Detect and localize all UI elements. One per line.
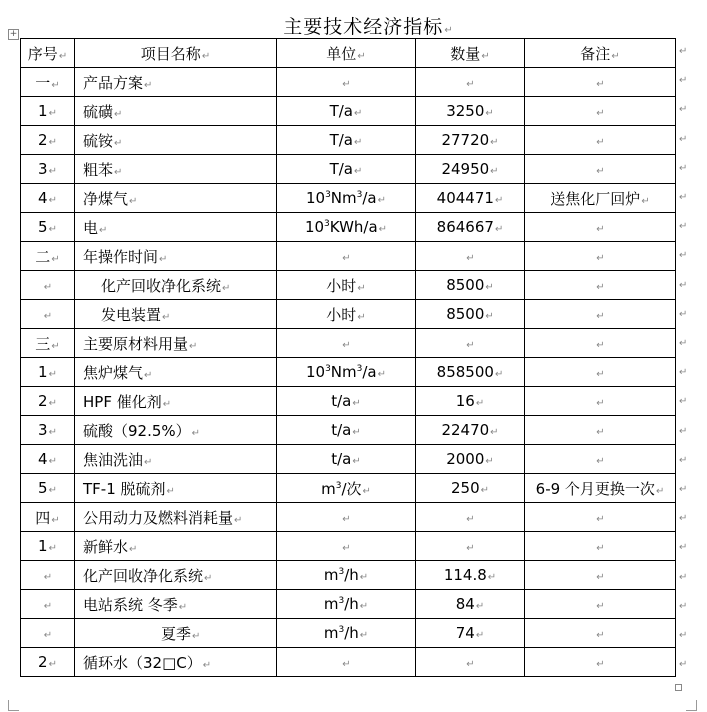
cell-no: ↵: [21, 271, 75, 300]
cell-no: 2↵: [21, 387, 75, 416]
cell-qty: 3250↵: [416, 97, 525, 126]
row-end-mark: ↵: [679, 221, 688, 233]
cell-qty: 8500↵: [416, 271, 525, 300]
table-row: [21, 242, 676, 271]
row-end-mark: ↵: [679, 192, 688, 203]
cell-note: ↵: [525, 445, 676, 474]
table-resize-handle-icon[interactable]: [675, 684, 682, 691]
table-row: [21, 300, 676, 329]
cell-unit: T/a↵: [277, 155, 416, 184]
row-end-mark: ↵: [679, 454, 688, 466]
cell-no: 三↵: [21, 329, 75, 358]
table-row: [21, 648, 676, 677]
table-row: [21, 590, 676, 619]
header-cell-no: 序号↵: [21, 39, 75, 68]
cell-note: ↵: [525, 126, 676, 155]
cell-qty: ↵: [416, 503, 525, 532]
table-header-row: [21, 39, 676, 68]
cell-unit: T/a↵: [277, 126, 416, 155]
header-cell-qty: 数量↵: [416, 39, 525, 68]
cell-no: 一↵: [21, 68, 75, 97]
cell-note: 6-9 个月更换一次↵: [525, 474, 676, 503]
row-end-mark: ↵: [679, 162, 688, 174]
cell-name: 粗苯↵: [75, 155, 277, 184]
cell-unit: $m^3/h↵$: [277, 590, 416, 619]
cell-note: ↵: [525, 213, 676, 242]
cell-name: 净煤气↵: [75, 184, 277, 213]
cell-unit: ↵: [277, 68, 416, 97]
cell-note: ↵: [525, 242, 676, 271]
row-end-mark: ↵: [679, 75, 688, 87]
row-end-mark: ↵: [679, 630, 688, 641]
table-row: [21, 445, 676, 474]
cell-name: 焦炉煤气↵: [75, 358, 277, 387]
row-end-mark: ↵: [679, 425, 688, 437]
table-row: [21, 155, 676, 184]
cell-qty: 74↵: [416, 619, 525, 648]
cell-name: 产品方案↵: [75, 68, 277, 97]
table-row: [21, 532, 676, 561]
cell-unit: ↵: [277, 648, 416, 677]
cell-qty: 16↵: [416, 387, 525, 416]
table-row: [21, 358, 676, 387]
header-cell-name: 项目名称↵: [75, 39, 277, 68]
cell-note: ↵: [525, 358, 676, 387]
cell-qty: 250↵: [416, 474, 525, 503]
cell-note: ↵: [525, 619, 676, 648]
cell-note: 送焦化厂回炉↵: [525, 184, 676, 213]
row-end-mark: ↵: [679, 600, 688, 612]
page-corner-mark: [686, 700, 697, 711]
page-title: 主要技术经济指标↵: [283, 16, 454, 38]
row-end-mark: ↵: [679, 484, 688, 495]
cell-note: ↵: [525, 416, 676, 445]
table-move-handle-icon[interactable]: +: [9, 29, 18, 39]
row-end-mark: ↵: [679, 396, 688, 408]
cell-no: 2↵: [21, 648, 75, 677]
cell-unit: 小时↵: [277, 300, 416, 329]
row-end-mark: ↵: [679, 338, 688, 349]
cell-name: 电↵: [75, 213, 277, 242]
cell-note: ↵: [525, 590, 676, 619]
table-row: [21, 97, 676, 126]
cell-unit: ↵: [277, 242, 416, 271]
cell-unit: ↵: [277, 532, 416, 561]
cell-qty: ↵: [416, 68, 525, 97]
cell-name: 新鲜水↵: [75, 532, 277, 561]
cell-qty: ↵: [416, 532, 525, 561]
cell-name: 公用动力及燃料消耗量↵: [75, 503, 277, 532]
row-end-mark: ↵: [679, 659, 688, 671]
cell-qty: 114.8↵: [416, 561, 525, 590]
cell-qty: 858500↵: [416, 358, 525, 387]
cell-note: ↵: [525, 155, 676, 184]
table-row: [21, 68, 676, 97]
cell-qty: ↵: [416, 242, 525, 271]
header-cell-note: 备注↵: [525, 39, 676, 68]
cell-no: 四↵: [21, 503, 75, 532]
row-end-mark: ↵: [679, 133, 688, 145]
table-row: [21, 213, 676, 242]
cell-unit: t/a↵: [277, 416, 416, 445]
cell-unit: $m^3/h↵$: [277, 561, 416, 590]
cell-name: 硫铵↵: [75, 126, 277, 155]
row-end-mark: ↵: [679, 46, 688, 57]
cell-no: ↵: [21, 590, 75, 619]
cell-note: ↵: [525, 532, 676, 561]
cell-unit: t/a↵: [277, 445, 416, 474]
cell-name: 夏季↵: [75, 619, 277, 648]
row-end-mark: ↵: [679, 367, 688, 379]
row-end-mark: ↵: [679, 513, 688, 525]
cell-qty: 864667↵: [416, 213, 525, 242]
table-row: [21, 271, 676, 300]
row-end-mark: ↵: [679, 104, 688, 116]
table-row: [21, 329, 676, 358]
cell-name: TF-1 脱硫剂↵: [75, 474, 277, 503]
cell-unit: $10^3KWh/a↵$: [277, 213, 416, 242]
cell-qty: 8500↵: [416, 300, 525, 329]
cell-note: ↵: [525, 97, 676, 126]
table-row: [21, 561, 676, 590]
cell-name: HPF 催化剂↵: [75, 387, 277, 416]
indicator-table: [20, 38, 676, 677]
row-end-mark: ↵: [679, 542, 688, 554]
cell-note: ↵: [525, 503, 676, 532]
table-row: [21, 416, 676, 445]
cell-name: 年操作时间↵: [75, 242, 277, 271]
cell-no: 5↵: [21, 474, 75, 503]
page-corner-mark: [8, 700, 19, 711]
cell-no: 1↵: [21, 97, 75, 126]
cell-note: ↵: [525, 387, 676, 416]
cell-unit: $m^3/h↵$: [277, 619, 416, 648]
cell-no: ↵: [21, 619, 75, 648]
table-row: [21, 126, 676, 155]
cell-unit: $m^3/$次↵: [277, 474, 416, 503]
cell-note: ↵: [525, 561, 676, 590]
cell-name: 焦油洗油↵: [75, 445, 277, 474]
cell-name: 循环水（32□C）↵: [75, 648, 277, 677]
cell-unit: T/a↵: [277, 97, 416, 126]
cell-unit: ↵: [277, 329, 416, 358]
cell-name: 硫磺↵: [75, 97, 277, 126]
row-end-mark: ↵: [679, 571, 688, 583]
cell-no: 1↵: [21, 358, 75, 387]
cell-qty: ↵: [416, 648, 525, 677]
cell-qty: 22470↵: [416, 416, 525, 445]
table-body: [21, 68, 676, 677]
row-end-mark: ↵: [679, 279, 688, 291]
cell-name: 发电装置↵: [75, 300, 277, 329]
cell-name: 主要原材料用量↵: [75, 329, 277, 358]
cell-unit: t/a↵: [277, 387, 416, 416]
cell-no: ↵: [21, 561, 75, 590]
cell-note: ↵: [525, 300, 676, 329]
cell-unit: $10^3Nm^3/a↵$: [277, 184, 416, 213]
table-row: [21, 474, 676, 503]
header-cell-unit: 单位↵: [277, 39, 416, 68]
cell-note: ↵: [525, 329, 676, 358]
cell-no: 2↵: [21, 126, 75, 155]
cell-note: ↵: [525, 271, 676, 300]
cell-qty: 2000↵: [416, 445, 525, 474]
cell-qty: 84↵: [416, 590, 525, 619]
cell-name: 化产回收净化系统↵: [75, 561, 277, 590]
cell-unit: ↵: [277, 503, 416, 532]
cell-qty: 404471↵: [416, 184, 525, 213]
cell-unit: 小时↵: [277, 271, 416, 300]
cell-name: 硫酸（92.5%）↵: [75, 416, 277, 445]
table-row: [21, 387, 676, 416]
cell-qty: 24950↵: [416, 155, 525, 184]
cell-name: 电站系统 冬季↵: [75, 590, 277, 619]
row-end-mark: ↵: [679, 308, 688, 320]
cell-no: 1↵: [21, 532, 75, 561]
cell-note: ↵: [525, 648, 676, 677]
table-row: [21, 503, 676, 532]
table-row: [21, 619, 676, 648]
row-end-mark: ↵: [679, 250, 688, 262]
cell-no: 4↵: [21, 445, 75, 474]
cell-no: 5↵: [21, 213, 75, 242]
cell-no: 二↵: [21, 242, 75, 271]
cell-name: 化产回收净化系统↵: [75, 271, 277, 300]
cell-no: 3↵: [21, 155, 75, 184]
cell-qty: 27720↵: [416, 126, 525, 155]
cell-note: ↵: [525, 68, 676, 97]
cell-no: 4↵: [21, 184, 75, 213]
cell-unit: $10^3Nm^3/a↵$: [277, 358, 416, 387]
cell-no: ↵: [21, 300, 75, 329]
cell-qty: ↵: [416, 329, 525, 358]
cell-no: 3↵: [21, 416, 75, 445]
table-row: [21, 184, 676, 213]
